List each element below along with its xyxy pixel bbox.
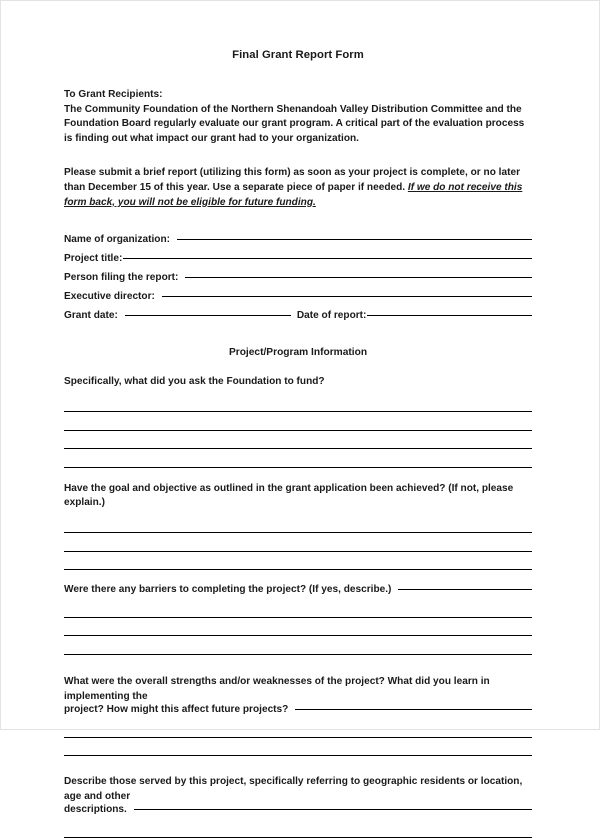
question-block-2 (64, 482, 532, 571)
answer-line[interactable] (64, 618, 532, 637)
question-inline-input-3[interactable] (398, 589, 532, 590)
question-block-1 (64, 375, 532, 468)
answer-line[interactable] (64, 719, 532, 738)
answer-lines-2 (64, 511, 532, 571)
answer-line[interactable] (64, 412, 532, 431)
submit-instructions (64, 166, 532, 210)
field-row-dates (64, 310, 532, 329)
field-row-person-filing (64, 272, 532, 291)
field-label-executive-director: Executive director: (64, 291, 155, 303)
answer-line[interactable] (64, 552, 532, 571)
field-input-report-date[interactable] (367, 315, 532, 316)
question-row-5 (64, 804, 532, 815)
field-label-person-filing: Person filing the report: (64, 272, 179, 284)
answer-line[interactable] (64, 515, 532, 534)
field-row-executive-director (64, 291, 532, 310)
document-body (64, 1, 532, 838)
section-heading-project-program-information: Project/Program Information (228, 347, 368, 359)
question-text-1: Specifically, what did you ask the Foundation to fund? (64, 376, 325, 388)
answer-lines-5 (64, 815, 532, 838)
question-text-2: Have the goal and objective as outlined in the grant application been achieved? (If not, please explain.) (64, 482, 514, 509)
question-text-5-line1: Describe those served by this project, specifically referring to geographic residents or location, age and other (64, 776, 523, 802)
answer-line[interactable] (64, 599, 532, 618)
question-text-5-line2: descriptions. (64, 804, 127, 816)
question-text-4-line1: What were the overall strengths and/or weaknesses of the project? What did you learn in implementing the (64, 675, 490, 702)
question-inline-input-5[interactable] (134, 809, 532, 810)
field-input-executive-director[interactable] (162, 296, 532, 297)
question-text-4-line2: project? How might this affect future projects? (64, 704, 289, 716)
field-input-person-filing[interactable] (185, 277, 532, 278)
answer-line[interactable] (64, 533, 532, 552)
field-label-grant-date: Grant date: (64, 310, 118, 322)
question-row-4 (64, 704, 532, 715)
answer-line[interactable] (64, 738, 532, 757)
question-text-3: Were there any barriers to completing the project? (If yes, describe.) (64, 584, 392, 596)
page-title: Final Grant Report Form (232, 49, 364, 61)
question-row-3 (64, 584, 532, 595)
answer-line[interactable] (64, 636, 532, 655)
submit-instructions-text: Please submit a brief report (utilizing this form) as soon as your project is complete, or no later than December 15 of this year. Use a separate piece of paper if needed. (64, 167, 520, 193)
answer-line[interactable] (64, 431, 532, 450)
answer-line[interactable] (64, 819, 532, 838)
question-inline-input-4[interactable] (295, 709, 532, 710)
field-row-organization (64, 234, 532, 253)
field-row-project-title (64, 253, 532, 272)
field-input-grant-date[interactable] (125, 315, 291, 316)
answer-line[interactable] (64, 449, 532, 468)
answer-lines-4 (64, 715, 532, 756)
question-block-4 (64, 675, 532, 756)
field-label-report-date: Date of report: (296, 310, 367, 322)
field-label-project-title: Project title: (64, 253, 123, 265)
intro-salutation: To Grant Recipients: (64, 89, 163, 100)
answer-lines-1 (64, 390, 532, 468)
question-block-5 (64, 775, 532, 838)
submit-emphasis-text: If we do not receive this form back, you will not be eligible for future funding. (64, 181, 523, 208)
field-input-organization[interactable] (177, 239, 532, 240)
answer-lines-3 (64, 595, 532, 655)
field-input-project-title[interactable] (123, 258, 532, 259)
field-label-organization: Name of organization: (64, 234, 170, 246)
question-block-3 (64, 584, 532, 655)
identification-fields (64, 234, 532, 329)
intro-body-text: The Community Foundation of the Northern Shenandoah Valley Distribution Committee and the Foundation Board regularly evaluate our grant program. A critical part of the evaluation process is finding out what impact our grant had to your organization. (64, 103, 525, 144)
answer-line[interactable] (64, 394, 532, 413)
